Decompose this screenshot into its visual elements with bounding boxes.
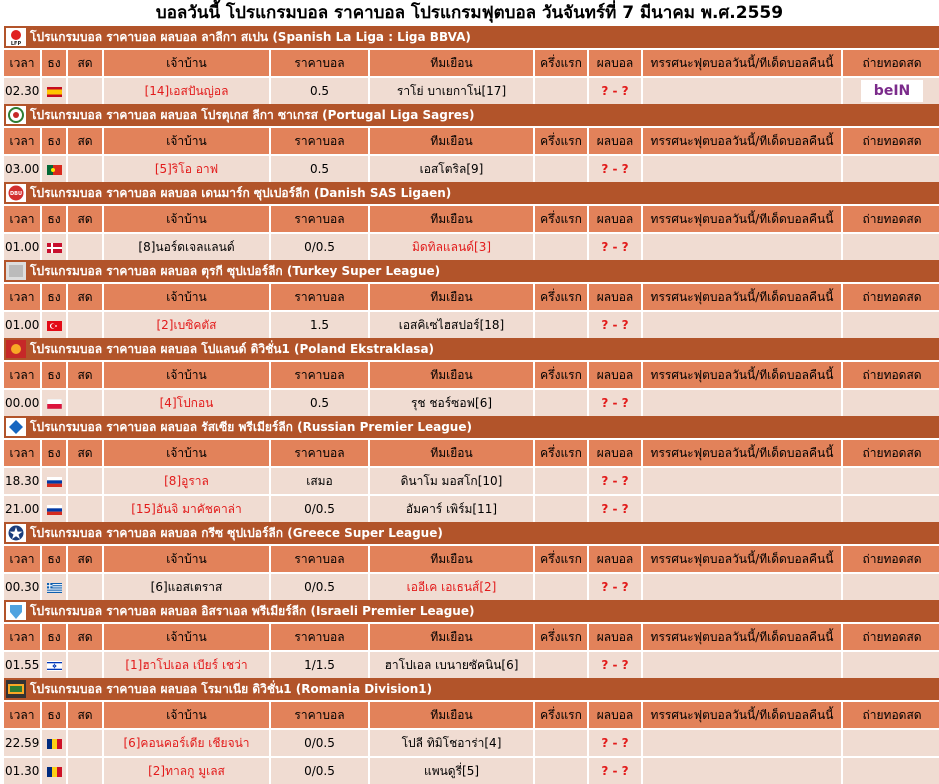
column-header-row xyxy=(4,360,939,388)
league-title[interactable]: โปรแกรมบอล ราคาบอล ผลบอล โปรตุเกส ลีกา ซาเกรส (Portugal Liga Sagres) xyxy=(30,107,475,122)
league-title[interactable]: โปรแกรมบอล ราคาบอล ผลบอล ลาลีกา สเปน (Spanish La Liga : Liga BBVA) xyxy=(30,29,471,44)
match-flag xyxy=(42,650,66,678)
greece-league-logo-icon xyxy=(6,526,30,540)
col-flag: ธง xyxy=(42,700,66,728)
league-header[interactable] xyxy=(4,104,939,126)
match-score[interactable]: ? - ? xyxy=(589,76,641,104)
home-team-link[interactable]: [2]ทาลกู มูเลส xyxy=(104,756,269,784)
match-halftime xyxy=(535,494,587,522)
col-live: สด xyxy=(68,204,102,232)
col-tv: ถ่ายทอดสด xyxy=(843,204,939,232)
away-team-link[interactable]: ดินาโม มอสโก[10] xyxy=(370,466,533,494)
col-home: เจ้าบ้าน xyxy=(104,126,269,154)
col-half: ครึ่งแรก xyxy=(535,544,587,572)
russia-flag-icon xyxy=(47,502,62,516)
league-table xyxy=(2,260,939,338)
match-tv[interactable] xyxy=(843,572,939,600)
match-tips[interactable] xyxy=(643,650,841,678)
romania-flag-icon xyxy=(47,764,62,778)
col-flag: ธง xyxy=(42,438,66,466)
home-team-link[interactable]: [4]โปกอน xyxy=(104,388,269,416)
away-team-link[interactable]: เอสคิเซไฮสปอร์[18] xyxy=(370,310,533,338)
match-time: 01.00 xyxy=(4,232,40,260)
col-odds: ราคาบอล xyxy=(271,48,368,76)
col-result: ผลบอล xyxy=(589,126,641,154)
match-halftime xyxy=(535,154,587,182)
col-half: ครึ่งแรก xyxy=(535,282,587,310)
match-live[interactable] xyxy=(68,232,102,260)
away-team-link[interactable]: ฮาโปเอล เบนายซัคนิน[6] xyxy=(370,650,533,678)
match-row xyxy=(4,466,939,494)
col-home: เจ้าบ้าน xyxy=(104,622,269,650)
col-live: สด xyxy=(68,360,102,388)
match-score[interactable]: ? - ? xyxy=(589,572,641,600)
col-home: เจ้าบ้าน xyxy=(104,438,269,466)
home-team-link[interactable]: [2]เบซิคตัส xyxy=(104,310,269,338)
match-flag xyxy=(42,728,66,756)
col-flag: ธง xyxy=(42,204,66,232)
away-team-link[interactable]: เอสโตริล[9] xyxy=(370,154,533,182)
col-odds: ราคาบอล xyxy=(271,622,368,650)
away-team-link[interactable]: แพนดูรี่[5] xyxy=(370,756,533,784)
col-time: เวลา xyxy=(4,48,40,76)
league-table xyxy=(2,522,939,600)
match-tips[interactable] xyxy=(643,154,841,182)
col-result: ผลบอล xyxy=(589,282,641,310)
match-odds: 0/0.5 xyxy=(271,494,368,522)
match-live[interactable] xyxy=(68,572,102,600)
column-header-row xyxy=(4,204,939,232)
leagues-container xyxy=(0,26,939,784)
col-home: เจ้าบ้าน xyxy=(104,48,269,76)
col-odds: ราคาบอล xyxy=(271,438,368,466)
league-table xyxy=(2,678,939,784)
league-header[interactable] xyxy=(4,182,939,204)
match-time: 21.00 xyxy=(4,494,40,522)
match-flag xyxy=(42,76,66,104)
match-tips[interactable] xyxy=(643,310,841,338)
match-tips[interactable] xyxy=(643,572,841,600)
league-title[interactable]: โปรแกรมบอล ราคาบอล ผลบอล อิสราเอล พรีเมียร์ลีก (Israeli Premier League) xyxy=(30,603,475,618)
match-row xyxy=(4,650,939,678)
col-half: ครึ่งแรก xyxy=(535,48,587,76)
col-time: เวลา xyxy=(4,126,40,154)
match-time: 00.00 xyxy=(4,388,40,416)
col-away: ทีมเยือน xyxy=(370,700,533,728)
col-live: สด xyxy=(68,438,102,466)
match-odds: เสมอ xyxy=(271,466,368,494)
league-header[interactable] xyxy=(4,26,939,48)
match-odds: 1.5 xyxy=(271,310,368,338)
col-half: ครึ่งแรก xyxy=(535,622,587,650)
match-score[interactable]: ? - ? xyxy=(589,650,641,678)
col-tips: ทรรศนะฟุตบอลวันนี้/ทีเด็ดบอลคืนนี้ xyxy=(643,126,841,154)
col-half: ครึ่งแรก xyxy=(535,360,587,388)
league-table xyxy=(2,26,939,104)
match-odds: 0.5 xyxy=(271,76,368,104)
league-title[interactable]: โปรแกรมบอล ราคาบอล ผลบอล กรีซ ซุปเปอร์ลีก (Greece Super League) xyxy=(30,525,443,540)
col-result: ผลบอล xyxy=(589,438,641,466)
match-halftime xyxy=(535,650,587,678)
home-team-link[interactable]: [15]อันจิ มาคัชคาล่า xyxy=(104,494,269,522)
col-away: ทีมเยือน xyxy=(370,544,533,572)
match-tv[interactable] xyxy=(843,494,939,522)
column-header-row xyxy=(4,282,939,310)
league-header[interactable] xyxy=(4,416,939,438)
col-odds: ราคาบอล xyxy=(271,126,368,154)
away-team-link[interactable]: รุช ชอร์ซอฟ[6] xyxy=(370,388,533,416)
romania-league-logo-icon xyxy=(6,682,30,696)
match-flag xyxy=(42,310,66,338)
away-team-link[interactable]: ราโย่ บาเยกาโน่[17] xyxy=(370,76,533,104)
match-live[interactable] xyxy=(68,494,102,522)
column-header-row xyxy=(4,544,939,572)
league-title[interactable]: โปรแกรมบอล ราคาบอล ผลบอล รัสเซีย พรีเมียร์ลีก (Russian Premier League) xyxy=(30,419,472,434)
col-time: เวลา xyxy=(4,360,40,388)
match-live[interactable] xyxy=(68,310,102,338)
column-header-row xyxy=(4,700,939,728)
match-flag xyxy=(42,232,66,260)
col-tips: ทรรศนะฟุตบอลวันนี้/ทีเด็ดบอลคืนนี้ xyxy=(643,438,841,466)
away-team-link[interactable]: อัมคาร์ เพิร์ม[11] xyxy=(370,494,533,522)
col-result: ผลบอล xyxy=(589,48,641,76)
match-tv[interactable] xyxy=(843,232,939,260)
match-flag xyxy=(42,494,66,522)
league-table xyxy=(2,416,939,522)
match-live[interactable] xyxy=(68,76,102,104)
col-time: เวลา xyxy=(4,622,40,650)
col-tips: ทรรศนะฟุตบอลวันนี้/ทีเด็ดบอลคืนนี้ xyxy=(643,282,841,310)
match-tips[interactable] xyxy=(643,494,841,522)
col-tv: ถ่ายทอดสด xyxy=(843,438,939,466)
column-header-row xyxy=(4,438,939,466)
match-odds: 0/0.5 xyxy=(271,232,368,260)
match-time: 03.00 xyxy=(4,154,40,182)
match-tips[interactable] xyxy=(643,232,841,260)
match-flag xyxy=(42,154,66,182)
match-live[interactable] xyxy=(68,650,102,678)
match-halftime xyxy=(535,756,587,784)
col-odds: ราคาบอล xyxy=(271,204,368,232)
match-flag xyxy=(42,388,66,416)
match-halftime xyxy=(535,466,587,494)
match-score[interactable]: ? - ? xyxy=(589,154,641,182)
match-halftime xyxy=(535,310,587,338)
turkey-flag-icon xyxy=(47,318,62,332)
turkey-league-logo-icon xyxy=(6,264,30,278)
col-live: สด xyxy=(68,48,102,76)
romania-flag-icon xyxy=(47,736,62,750)
col-away: ทีมเยือน xyxy=(370,204,533,232)
col-tv: ถ่ายทอดสด xyxy=(843,360,939,388)
col-odds: ราคาบอล xyxy=(271,700,368,728)
match-row xyxy=(4,154,939,182)
match-time: 18.30 xyxy=(4,466,40,494)
match-flag xyxy=(42,756,66,784)
match-odds: 0.5 xyxy=(271,154,368,182)
match-score[interactable]: ? - ? xyxy=(589,494,641,522)
league-header[interactable] xyxy=(4,522,939,544)
match-tv[interactable] xyxy=(843,76,939,104)
col-flag: ธง xyxy=(42,622,66,650)
col-result: ผลบอล xyxy=(589,544,641,572)
league-title[interactable]: โปรแกรมบอล ราคาบอล ผลบอล ตุรกี ซุปเปอร์ลีก (Turkey Super League) xyxy=(30,263,441,278)
away-team-link[interactable]: โปลี ทิมิโชอาร่า[4] xyxy=(370,728,533,756)
match-tv[interactable] xyxy=(843,650,939,678)
col-tv: ถ่ายทอดสด xyxy=(843,622,939,650)
league-table xyxy=(2,600,939,678)
col-tv: ถ่ายทอดสด xyxy=(843,544,939,572)
match-live[interactable] xyxy=(68,466,102,494)
lfp-logo-icon xyxy=(6,30,30,44)
match-flag xyxy=(42,466,66,494)
league-header[interactable] xyxy=(4,338,939,360)
match-time: 00.30 xyxy=(4,572,40,600)
match-live[interactable] xyxy=(68,728,102,756)
col-home: เจ้าบ้าน xyxy=(104,282,269,310)
col-live: สด xyxy=(68,700,102,728)
match-score[interactable]: ? - ? xyxy=(589,728,641,756)
col-result: ผลบอล xyxy=(589,204,641,232)
col-tips: ทรรศนะฟุตบอลวันนี้/ทีเด็ดบอลคืนนี้ xyxy=(643,700,841,728)
match-tips[interactable] xyxy=(643,728,841,756)
match-odds: 1/1.5 xyxy=(271,650,368,678)
match-tips[interactable] xyxy=(643,388,841,416)
match-score[interactable]: ? - ? xyxy=(589,466,641,494)
column-header-row xyxy=(4,48,939,76)
match-row xyxy=(4,728,939,756)
league-title[interactable]: โปรแกรมบอล ราคาบอล ผลบอล โรมาเนีย ดิวิชั่น1 (Romania Division1) xyxy=(30,681,433,696)
league-table xyxy=(2,104,939,182)
home-team-link[interactable]: [8]อูราล xyxy=(104,466,269,494)
league-title[interactable]: โปรแกรมบอล ราคาบอล ผลบอล โปแลนด์ ดิวิชั่น1 (Poland Ekstraklasa) xyxy=(30,341,435,356)
col-tv: ถ่ายทอดสด xyxy=(843,282,939,310)
match-halftime xyxy=(535,728,587,756)
dbu-logo-icon xyxy=(6,186,30,200)
col-tips: ทรรศนะฟุตบอลวันนี้/ทีเด็ดบอลคืนนี้ xyxy=(643,204,841,232)
match-row xyxy=(4,76,939,104)
league-header[interactable] xyxy=(4,600,939,622)
column-header-row xyxy=(4,622,939,650)
match-score[interactable]: ? - ? xyxy=(589,388,641,416)
home-team-link[interactable]: [6]คอนคอร์เดีย เชียจน่า xyxy=(104,728,269,756)
col-time: เวลา xyxy=(4,438,40,466)
match-halftime xyxy=(535,388,587,416)
match-odds: 0/0.5 xyxy=(271,728,368,756)
match-tips[interactable] xyxy=(643,76,841,104)
col-result: ผลบอล xyxy=(589,700,641,728)
match-time: 02.30 xyxy=(4,76,40,104)
match-row xyxy=(4,310,939,338)
col-half: ครึ่งแรก xyxy=(535,204,587,232)
match-score[interactable]: ? - ? xyxy=(589,310,641,338)
match-tips[interactable] xyxy=(643,466,841,494)
col-away: ทีมเยือน xyxy=(370,622,533,650)
match-time: 22.59 xyxy=(4,728,40,756)
russian-league-logo-icon xyxy=(6,420,30,434)
col-tv: ถ่ายทอดสด xyxy=(843,126,939,154)
league-table xyxy=(2,338,939,416)
col-odds: ราคาบอล xyxy=(271,544,368,572)
col-away: ทีมเยือน xyxy=(370,360,533,388)
match-row xyxy=(4,388,939,416)
col-home: เจ้าบ้าน xyxy=(104,204,269,232)
match-odds: 0/0.5 xyxy=(271,572,368,600)
match-flag xyxy=(42,572,66,600)
match-tips[interactable] xyxy=(643,756,841,784)
home-team-link[interactable]: [1]ฮาโปเอล เบียร์ เชว่า xyxy=(104,650,269,678)
match-tv[interactable] xyxy=(843,756,939,784)
col-result: ผลบอล xyxy=(589,360,641,388)
ekstraklasa-logo-icon xyxy=(6,342,30,356)
col-flag: ธง xyxy=(42,126,66,154)
col-away: ทีมเยือน xyxy=(370,48,533,76)
liga-sagres-logo-icon xyxy=(6,108,30,122)
svg-text:LFP: LFP xyxy=(10,41,22,46)
israel-flag-icon xyxy=(47,658,62,672)
away-team-link[interactable]: เออีเค เอเธนส์[2] xyxy=(370,572,533,600)
col-half: ครึ่งแรก xyxy=(535,126,587,154)
col-away: ทีมเยือน xyxy=(370,282,533,310)
col-half: ครึ่งแรก xyxy=(535,700,587,728)
league-title[interactable]: โปรแกรมบอล ราคาบอล ผลบอล เดนมาร์ก ซุปเปอร์ลีก (Danish SAS Ligaen) xyxy=(30,185,452,200)
match-tv[interactable] xyxy=(843,466,939,494)
svg-text:DBU: DBU xyxy=(9,191,23,197)
league-header[interactable] xyxy=(4,260,939,282)
match-score[interactable]: ? - ? xyxy=(589,232,641,260)
col-time: เวลา xyxy=(4,544,40,572)
bein-sport-logo[interactable]: beIN xyxy=(861,80,923,102)
col-away: ทีมเยือน xyxy=(370,438,533,466)
match-halftime xyxy=(535,76,587,104)
col-tv: ถ่ายทอดสด xyxy=(843,48,939,76)
match-score[interactable]: ? - ? xyxy=(589,756,641,784)
home-team-link[interactable]: [5]ริโอ อาฟ xyxy=(104,154,269,182)
col-live: สด xyxy=(68,282,102,310)
match-odds: 0.5 xyxy=(271,388,368,416)
col-time: เวลา xyxy=(4,204,40,232)
poland-flag-icon xyxy=(47,396,62,410)
match-halftime xyxy=(535,572,587,600)
home-team-link[interactable]: [6]แอสเตราส xyxy=(104,572,269,600)
match-time: 01.55 xyxy=(4,650,40,678)
portugal-flag-icon xyxy=(47,162,62,176)
match-live[interactable] xyxy=(68,756,102,784)
col-home: เจ้าบ้าน xyxy=(104,360,269,388)
match-time: 01.00 xyxy=(4,310,40,338)
col-result: ผลบอล xyxy=(589,622,641,650)
match-time: 01.30 xyxy=(4,756,40,784)
col-tv: ถ่ายทอดสด xyxy=(843,700,939,728)
col-tips: ทรรศนะฟุตบอลวันนี้/ทีเด็ดบอลคืนนี้ xyxy=(643,360,841,388)
col-tips: ทรรศนะฟุตบอลวันนี้/ทีเด็ดบอลคืนนี้ xyxy=(643,48,841,76)
match-live[interactable] xyxy=(68,154,102,182)
match-live[interactable] xyxy=(68,388,102,416)
col-flag: ธง xyxy=(42,48,66,76)
russia-flag-icon xyxy=(47,474,62,488)
page-title: บอลวันนี้ โปรแกรมบอล ราคาบอล โปรแกรมฟุตบอล วันจันทร์ที่ 7 มีนาคม พ.ศ.2559 xyxy=(155,3,784,23)
col-home: เจ้าบ้าน xyxy=(104,544,269,572)
match-odds: 0/0.5 xyxy=(271,756,368,784)
col-live: สด xyxy=(68,544,102,572)
col-live: สด xyxy=(68,126,102,154)
col-flag: ธง xyxy=(42,544,66,572)
match-row xyxy=(4,232,939,260)
spain-flag-icon xyxy=(47,84,62,98)
home-team-link[interactable]: [8]นอร์ดเจลแลนด์ xyxy=(104,232,269,260)
col-half: ครึ่งแรก xyxy=(535,438,587,466)
column-header-row xyxy=(4,126,939,154)
match-tv[interactable] xyxy=(843,154,939,182)
col-tips: ทรรศนะฟุตบอลวันนี้/ทีเด็ดบอลคืนนี้ xyxy=(643,622,841,650)
col-time: เวลา xyxy=(4,282,40,310)
league-table xyxy=(2,182,939,260)
match-row xyxy=(4,494,939,522)
col-home: เจ้าบ้าน xyxy=(104,700,269,728)
match-tv[interactable] xyxy=(843,728,939,756)
league-header[interactable] xyxy=(4,678,939,700)
match-row xyxy=(4,756,939,784)
home-team-link[interactable]: [14]เอสปันญ่อล xyxy=(104,76,269,104)
col-away: ทีมเยือน xyxy=(370,126,533,154)
col-flag: ธง xyxy=(42,282,66,310)
israel-league-logo-icon xyxy=(6,604,30,618)
match-tv[interactable] xyxy=(843,388,939,416)
col-flag: ธง xyxy=(42,360,66,388)
denmark-flag-icon xyxy=(47,240,62,254)
col-tips: ทรรศนะฟุตบอลวันนี้/ทีเด็ดบอลคืนนี้ xyxy=(643,544,841,572)
col-odds: ราคาบอล xyxy=(271,282,368,310)
greece-flag-icon xyxy=(47,580,62,594)
col-time: เวลา xyxy=(4,700,40,728)
match-row xyxy=(4,572,939,600)
col-odds: ราคาบอล xyxy=(271,360,368,388)
match-halftime xyxy=(535,232,587,260)
away-team-link[interactable]: มิดทิลแลนด์[3] xyxy=(370,232,533,260)
match-tv[interactable] xyxy=(843,310,939,338)
col-live: สด xyxy=(68,622,102,650)
